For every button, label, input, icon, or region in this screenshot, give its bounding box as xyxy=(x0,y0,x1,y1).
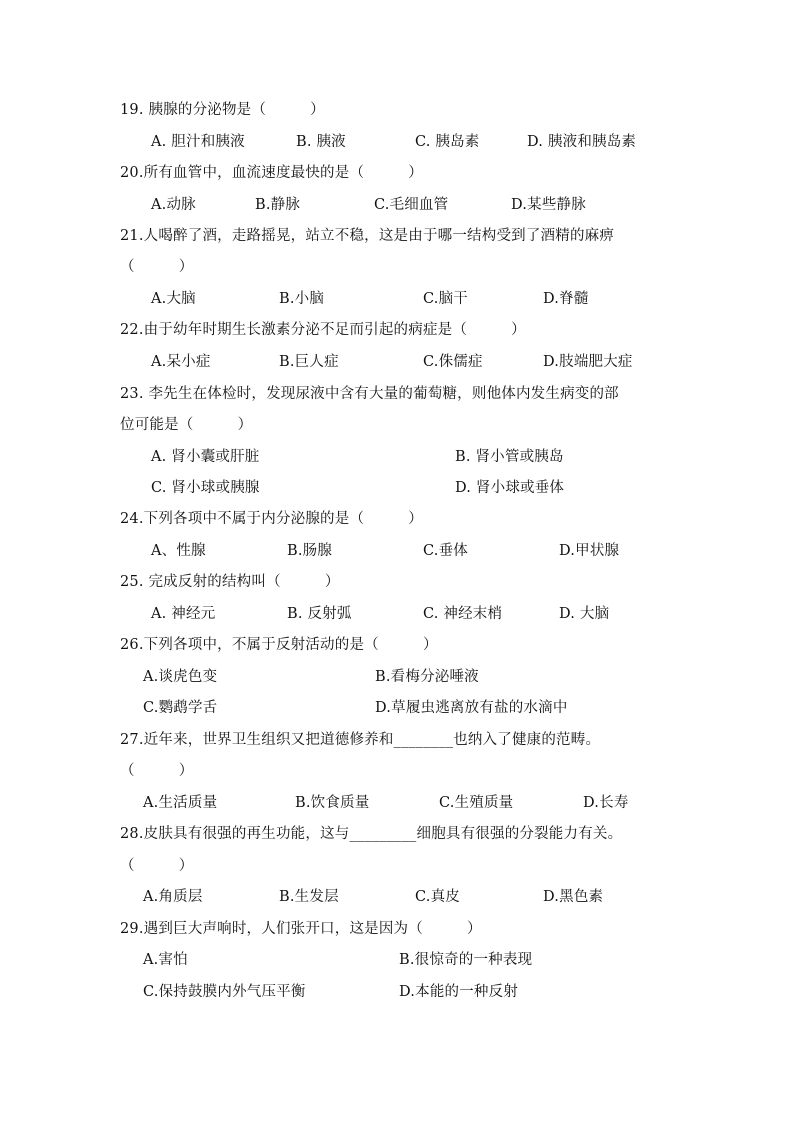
question-23-option-b: B. 肾小管或胰岛 xyxy=(455,449,564,465)
question-24-option-b: B.肠腺 xyxy=(287,543,333,559)
question-26-option-b: B.看梅分泌唾液 xyxy=(375,669,479,685)
question-29-stem: 29.遇到巨大声响时，人们张开口，这是因为（ ） xyxy=(120,921,482,937)
question-20-option-a: A.动脉 xyxy=(151,197,196,213)
question-22-stem: 22.由于幼年时期生长激素分泌不足而引起的病症是（ ） xyxy=(120,322,526,338)
question-24-option-d: D.甲状腺 xyxy=(559,543,620,559)
question-24-option-c: C.垂体 xyxy=(423,543,468,559)
question-24-stem: 24.下列各项中不属于内分泌腺的是（ ） xyxy=(120,511,423,527)
question-19-option-d: D. 胰液和胰岛素 xyxy=(527,134,637,150)
question-29-option-b: B.很惊奇的一种表现 xyxy=(399,952,533,968)
question-27-option-b: B.饮食质量 xyxy=(295,795,370,811)
question-20-stem: 20.所有血管中，血流速度最快的是（ ） xyxy=(120,165,423,181)
question-24-option-a: A、性腺 xyxy=(151,543,206,559)
question-28-stem-cont: （ ） xyxy=(120,858,194,874)
question-21-stem-cont: （ ） xyxy=(120,259,194,275)
question-28-stem: 28.皮肤具有很强的再生功能，这与_________细胞具有很强的分裂能力有关。 xyxy=(120,826,623,842)
question-27-option-a: A.生活质量 xyxy=(143,795,218,811)
question-23-option-a: A. 肾小囊或肝脏 xyxy=(151,449,260,465)
question-23-option-c: C. 肾小球或胰腺 xyxy=(151,480,260,496)
question-21-option-c: C.脑干 xyxy=(423,291,468,307)
question-21-option-a: A.大脑 xyxy=(151,291,196,307)
question-21-option-d: D.脊髓 xyxy=(543,291,589,307)
question-26-stem: 26.下列各项中，不属于反射活动的是（ ） xyxy=(120,637,438,653)
question-20-option-c: C.毛细血管 xyxy=(374,197,449,213)
question-22-option-d: D.肢端肥大症 xyxy=(543,354,633,370)
question-21-stem: 21.人喝醉了酒，走路摇晃，站立不稳，这是由于哪一结构受到了酒精的麻痹 xyxy=(120,228,615,244)
question-23-option-d: D. 肾小球或垂体 xyxy=(455,480,565,496)
question-19-stem: 19. 胰腺的分泌物是（ ） xyxy=(120,102,325,118)
question-28-option-b: B.生发层 xyxy=(279,889,339,905)
question-19-option-c: C. 胰岛素 xyxy=(415,134,480,150)
question-23-stem: 23. 李先生在体检时，发现尿液中含有大量的葡萄糖，则他体内发生病变的部 xyxy=(120,386,619,402)
question-25-option-b: B. 反射弧 xyxy=(287,606,352,622)
question-22-option-c: C.侏儒症 xyxy=(423,354,483,370)
question-25-option-a: A. 神经元 xyxy=(151,606,216,622)
question-27-stem-cont: （ ） xyxy=(120,763,194,779)
question-22-option-b: B.巨人症 xyxy=(279,354,339,370)
question-28-option-a: A.角质层 xyxy=(143,889,203,905)
question-25-stem: 25. 完成反射的结构叫（ ） xyxy=(120,574,340,590)
question-25-option-c: C. 神经末梢 xyxy=(423,606,503,622)
question-26-option-d: D.草履虫逃离放有盐的水滴中 xyxy=(375,700,568,716)
question-29-option-c: C.保持鼓膜内外气压平衡 xyxy=(143,984,306,1000)
question-20-option-b: B.静脉 xyxy=(255,197,301,213)
question-21-option-b: B.小脑 xyxy=(279,291,325,307)
question-19-option-b: B. 胰液 xyxy=(296,134,346,150)
question-19-option-a: A. 胆汁和胰液 xyxy=(151,134,245,150)
question-28-option-c: C.真皮 xyxy=(415,889,460,905)
question-29-option-d: D.本能的一种反射 xyxy=(399,984,519,1000)
question-26-option-c: C.鹦鹉学舌 xyxy=(143,700,218,716)
question-27-stem: 27.近年来，世界卫生组织又把道德修养和________也纳入了健康的范畴。 xyxy=(120,732,601,748)
question-23-stem-cont: 位可能是（ ） xyxy=(120,417,253,433)
question-20-option-d: D.某些静脉 xyxy=(511,197,586,213)
question-29-option-a: A.害怕 xyxy=(143,952,188,968)
question-25-option-d: D. 大脑 xyxy=(559,606,610,622)
question-26-option-a: A.谈虎色变 xyxy=(143,669,218,685)
question-27-option-d: D.长寿 xyxy=(583,795,629,811)
question-27-option-c: C.生殖质量 xyxy=(439,795,514,811)
question-28-option-d: D.黑色素 xyxy=(543,889,604,905)
question-22-option-a: A.呆小症 xyxy=(151,354,211,370)
